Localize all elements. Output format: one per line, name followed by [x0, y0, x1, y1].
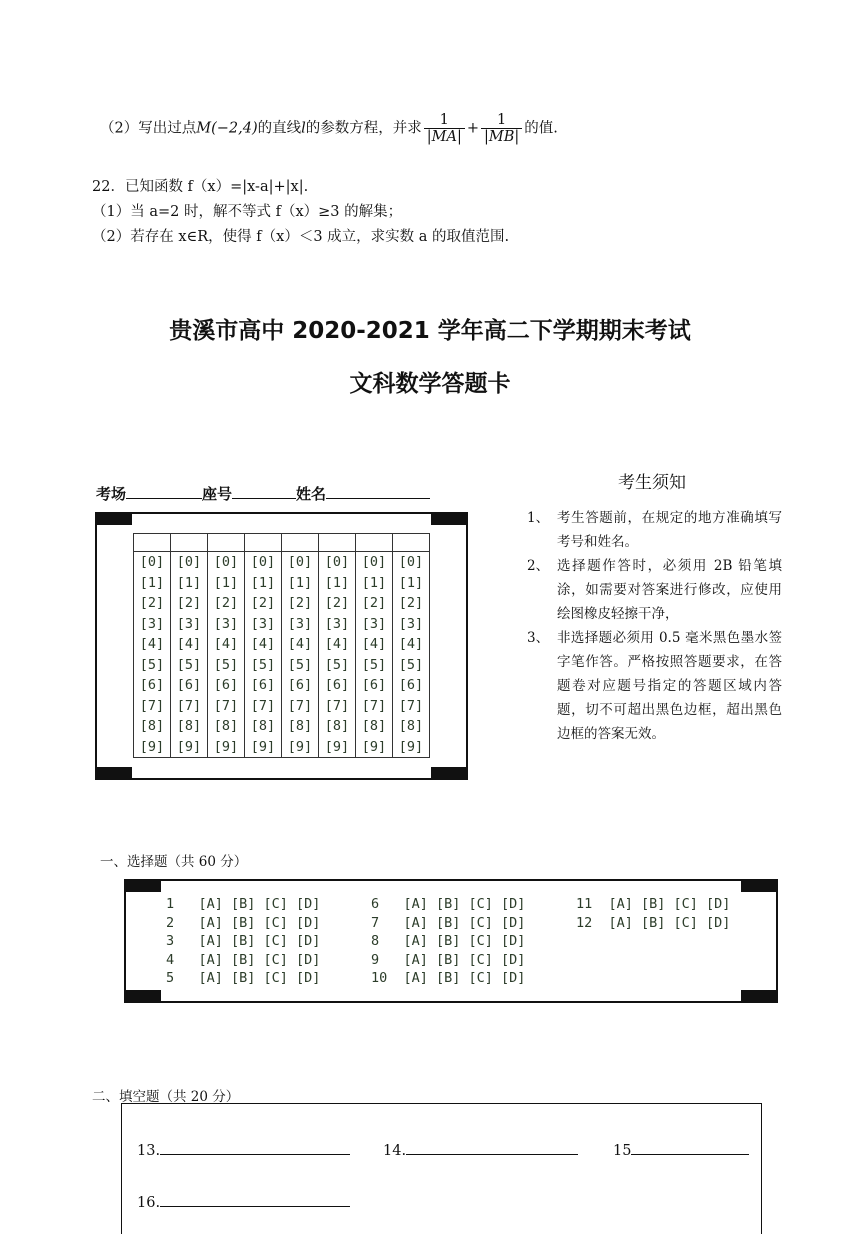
id-digit-header-cell[interactable] — [245, 534, 282, 552]
id-digit-bubble[interactable]: [7] — [245, 696, 282, 717]
notice-num: 1、 — [527, 510, 550, 526]
id-digit-bubble[interactable]: [3] — [171, 614, 208, 635]
id-digit-bubble[interactable]: [2] — [245, 593, 282, 614]
choice-column-1[interactable]: 1 [A] [B] [C] [D] 2 [A] [B] [C] [D] 3 [A] [B] [C] [D] 4 [A] [B] [C] [D] 5 [A] [B] [C] [D] — [166, 896, 321, 986]
id-digit-row — [134, 614, 430, 635]
id-digit-bubble[interactable]: [8] — [282, 716, 319, 737]
corner-marker — [96, 513, 132, 525]
q15-label: 15 — [613, 1143, 632, 1159]
id-digit-row — [134, 655, 430, 676]
id-digit-row — [134, 634, 430, 655]
id-digit-bubble[interactable]: [1] — [393, 573, 430, 594]
id-digit-bubble[interactable]: [2] — [208, 593, 245, 614]
id-digit-bubble[interactable]: [7] — [282, 696, 319, 717]
id-digit-bubble[interactable]: [0] — [356, 552, 393, 573]
plus-sign: + — [466, 120, 479, 137]
id-digit-bubble[interactable]: [9] — [319, 737, 356, 758]
id-digit-bubble[interactable]: [3] — [356, 614, 393, 635]
id-digit-row — [134, 675, 430, 696]
id-digit-bubble[interactable]: [5] — [245, 655, 282, 676]
choice-heading: 一、选择题（共 60 分） — [100, 854, 248, 870]
room-label: 考场 — [96, 485, 127, 503]
fraction-mb — [481, 112, 522, 145]
question-22-part1: （1）当 a=2 时，解不等式 f（x）≥3 的解集； — [92, 204, 403, 220]
q21-prefix: （2）写出过点 — [100, 120, 197, 137]
name-field[interactable] — [326, 484, 430, 499]
id-digit-bubble[interactable]: [4] — [393, 634, 430, 655]
id-digit-bubble[interactable]: [3] — [282, 614, 319, 635]
id-digit-bubble[interactable]: [1] — [245, 573, 282, 594]
frac2-den: |MB| — [484, 129, 520, 145]
id-digit-bubble[interactable]: [2] — [134, 593, 171, 614]
notice-text: 非选择题必须用 0.5 毫米黑色墨水签字笔作答。严格按照答题要求，在答题卷对应题号指定的答题区域内答题，切不可超出黑色边框，超出黑色边框的答案无效。 — [557, 630, 782, 742]
fill-q16 — [137, 1192, 350, 1211]
id-digit-bubble[interactable]: [9] — [356, 737, 393, 758]
id-digit-bubble[interactable]: [5] — [171, 655, 208, 676]
choice-column-2[interactable]: 6 [A] [B] [C] [D] 7 [A] [B] [C] [D] 8 [A] [B] [C] [D] 9 [A] [B] [C] [D] 10 [A] [B] [C] [D] — [371, 896, 526, 986]
notice-item — [527, 626, 782, 746]
id-digit-bubble[interactable]: [0] — [171, 552, 208, 573]
id-digit-bubble[interactable]: [3] — [208, 614, 245, 635]
fill-q15 — [613, 1140, 749, 1159]
id-digit-header-cell[interactable] — [282, 534, 319, 552]
id-digit-header-cell[interactable] — [171, 534, 208, 552]
corner-marker — [431, 513, 467, 525]
id-digit-bubble[interactable]: [0] — [282, 552, 319, 573]
page-subtitle: 文科数学答题卡 — [349, 371, 511, 397]
q21-middle: 的直线 — [257, 120, 302, 137]
q21-middle2: 的参数方程，并求 — [305, 120, 422, 137]
id-digit-bubble[interactable]: [1] — [134, 573, 171, 594]
id-digit-bubble[interactable]: [6] — [208, 675, 245, 696]
id-digit-row — [134, 716, 430, 737]
notice-list — [527, 506, 782, 746]
fill-q14 — [383, 1140, 578, 1159]
id-digit-bubble[interactable]: [9] — [134, 737, 171, 758]
id-digit-header-cell[interactable] — [356, 534, 393, 552]
id-digit-bubble[interactable]: [9] — [245, 737, 282, 758]
choice-answer-box — [124, 879, 778, 1003]
q14-answer-line[interactable] — [406, 1140, 578, 1155]
question-22-part2: （2）若存在 x∈R，使得 f（x）＜3 成立，求实数 a 的取值范围. — [92, 229, 510, 245]
id-digit-bubble[interactable]: [1] — [208, 573, 245, 594]
id-digit-bubble[interactable]: [0] — [245, 552, 282, 573]
id-digit-bubble[interactable]: [5] — [134, 655, 171, 676]
name-label: 姓名 — [296, 485, 327, 503]
id-digit-bubble[interactable]: [8] — [134, 716, 171, 737]
id-digit-bubble[interactable]: [5] — [282, 655, 319, 676]
id-digit-bubble[interactable]: [8] — [208, 716, 245, 737]
id-digit-bubble[interactable]: [1] — [356, 573, 393, 594]
id-digit-bubble[interactable]: [0] — [208, 552, 245, 573]
id-digit-bubble[interactable]: [5] — [208, 655, 245, 676]
id-digit-bubble[interactable]: [8] — [319, 716, 356, 737]
id-digit-bubble[interactable]: [3] — [134, 614, 171, 635]
corner-marker — [741, 990, 777, 1002]
id-digit-bubble[interactable]: [8] — [171, 716, 208, 737]
id-digit-bubble[interactable]: [4] — [245, 634, 282, 655]
q21-line-var: l — [301, 120, 306, 137]
notice-num: 2、 — [527, 558, 550, 574]
notice-item — [527, 506, 782, 554]
fill-answer-box — [121, 1103, 762, 1234]
id-digit-row — [134, 552, 430, 573]
q15-answer-line[interactable] — [631, 1140, 749, 1155]
id-digit-bubble[interactable]: [4] — [282, 634, 319, 655]
id-digit-header-cell[interactable] — [393, 534, 430, 552]
id-digit-grid — [133, 533, 430, 758]
seat-field[interactable] — [232, 484, 296, 499]
room-field[interactable] — [126, 484, 202, 499]
id-digit-bubble[interactable]: [7] — [356, 696, 393, 717]
notice-num: 3、 — [527, 630, 550, 646]
id-digit-bubble[interactable]: [9] — [171, 737, 208, 758]
id-digit-bubble[interactable]: [6] — [282, 675, 319, 696]
id-digit-header-cell[interactable] — [319, 534, 356, 552]
id-digit-bubble[interactable]: [7] — [319, 696, 356, 717]
id-digit-bubble[interactable]: [1] — [319, 573, 356, 594]
id-digit-bubble[interactable]: [9] — [393, 737, 430, 758]
id-digit-bubble[interactable]: [2] — [356, 593, 393, 614]
id-digit-bubble[interactable]: [3] — [393, 614, 430, 635]
id-digit-header-cell[interactable] — [134, 534, 171, 552]
id-digit-bubble[interactable]: [5] — [319, 655, 356, 676]
fill-q13 — [137, 1140, 350, 1159]
id-digit-bubble[interactable]: [6] — [171, 675, 208, 696]
id-digit-bubble[interactable]: [7] — [208, 696, 245, 717]
id-grid-box — [95, 512, 468, 780]
id-digit-bubble[interactable]: [7] — [134, 696, 171, 717]
corner-marker — [96, 767, 132, 779]
q21-point: M(−2,4) — [196, 120, 258, 137]
fraction-ma — [424, 112, 465, 145]
notice-text: 选择题作答时，必须用 2B 铅笔填涂，如需要对答案进行修改，应使用绘图橡皮轻擦干净， — [557, 558, 782, 622]
id-digit-bubble[interactable]: [3] — [319, 614, 356, 635]
id-digit-bubble[interactable]: [4] — [208, 634, 245, 655]
id-digit-bubble[interactable]: [5] — [356, 655, 393, 676]
id-digit-bubble[interactable]: [6] — [245, 675, 282, 696]
id-digit-row — [134, 737, 430, 758]
id-digit-bubble[interactable]: [0] — [134, 552, 171, 573]
id-digit-bubble[interactable]: [5] — [393, 655, 430, 676]
id-digit-bubble[interactable]: [1] — [171, 573, 208, 594]
q16-answer-line[interactable] — [160, 1192, 350, 1207]
id-digit-bubble[interactable]: [7] — [171, 696, 208, 717]
id-digit-bubble[interactable]: [7] — [393, 696, 430, 717]
q16-label: 16. — [137, 1195, 161, 1211]
fill-heading: 二、填空题（共 20 分） — [92, 1089, 240, 1105]
question-21-part2 — [100, 112, 558, 145]
id-digit-bubble[interactable]: [0] — [393, 552, 430, 573]
id-digit-bubble[interactable]: [3] — [245, 614, 282, 635]
id-digit-bubble[interactable]: [4] — [134, 634, 171, 655]
id-digit-bubble[interactable]: [8] — [356, 716, 393, 737]
exam-info-line — [96, 483, 430, 504]
frac2-num: 1 — [481, 112, 522, 129]
id-digit-bubble[interactable]: [4] — [356, 634, 393, 655]
id-digit-bubble[interactable]: [4] — [319, 634, 356, 655]
id-digit-row — [134, 593, 430, 614]
notice-text: 考生答题前，在规定的地方准确填写考号和姓名。 — [557, 510, 782, 550]
id-digit-bubble[interactable]: [6] — [356, 675, 393, 696]
question-22-stem: 22．已知函数 f（x）=|x-a|+|x|. — [92, 179, 309, 195]
frac1-den: |MA| — [426, 129, 462, 145]
id-digit-row — [134, 696, 430, 717]
page-title: 贵溪市高中 2020-2021 学年高二下学期期末考试 — [169, 318, 691, 344]
id-digit-bubble[interactable]: [1] — [282, 573, 319, 594]
q13-label: 13. — [137, 1143, 161, 1159]
id-digit-bubble[interactable]: [8] — [393, 716, 430, 737]
frac1-num: 1 — [424, 112, 465, 129]
id-digit-bubble[interactable]: [2] — [282, 593, 319, 614]
id-digit-bubble[interactable]: [2] — [171, 593, 208, 614]
notice-title: 考生须知 — [618, 473, 686, 493]
id-digit-bubble[interactable]: [2] — [393, 593, 430, 614]
q14-label: 14. — [383, 1143, 407, 1159]
id-digit-row — [134, 573, 430, 594]
corner-marker — [125, 990, 161, 1002]
id-digit-bubble[interactable]: [6] — [319, 675, 356, 696]
notice-item — [527, 554, 782, 626]
corner-marker — [125, 880, 161, 892]
corner-marker — [741, 880, 777, 892]
id-digit-bubble[interactable]: [9] — [282, 737, 319, 758]
q21-suffix: 的值. — [524, 120, 558, 137]
id-digit-bubble[interactable]: [2] — [319, 593, 356, 614]
id-digit-bubble[interactable]: [6] — [393, 675, 430, 696]
seat-label: 座号 — [202, 485, 233, 503]
id-digit-bubble[interactable]: [9] — [208, 737, 245, 758]
id-digit-bubble[interactable]: [4] — [171, 634, 208, 655]
id-digit-bubble[interactable]: [8] — [245, 716, 282, 737]
q13-answer-line[interactable] — [160, 1140, 350, 1155]
corner-marker — [431, 767, 467, 779]
choice-column-3[interactable]: 11 [A] [B] [C] [D] 12 [A] [B] [C] [D] — [576, 896, 731, 931]
id-digit-header-cell[interactable] — [208, 534, 245, 552]
id-digit-bubble[interactable]: [6] — [134, 675, 171, 696]
id-digit-bubble[interactable]: [0] — [319, 552, 356, 573]
